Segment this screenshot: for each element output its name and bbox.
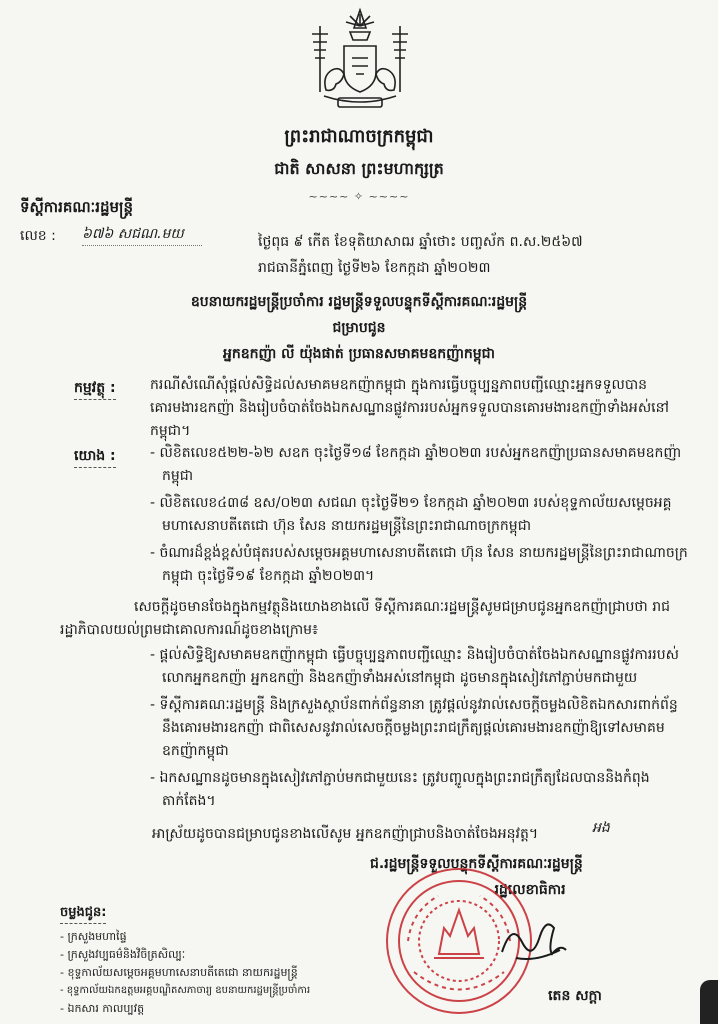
cc-item: - ក្រសួងមហាផ្ទៃ xyxy=(60,930,127,943)
royal-emblem-icon xyxy=(300,6,420,114)
cc-item: - ខុទ្ទកាល័យឯកឧត្តមអគ្គបណ្ឌិតសភាចារ្យ ឧបនាយករដ្ឋមន្ត្រីប្រចាំការ xyxy=(60,985,311,996)
document-number-label: លេខ : xyxy=(20,228,56,244)
reference-item: - លិខិតលេខ៥២២-៦២ សឧក ចុះថ្ងៃទី១៨ ខែកក្កដា ឆ្នាំ២០២៣ របស់អ្នកឧកញ៉ាប្រធានសមាគមឧកញ៉ាកម្ពុជា xyxy=(150,445,682,484)
subject-label: កម្មវត្ថុ : xyxy=(74,378,116,400)
reference-item: - ចំណារដ៏ខ្ពង់ខ្ពស់បំផុតរបស់សម្តេចអគ្គមហាសេនាបតីតេជោ ហ៊ុន សែន នាយករដ្ឋមន្ត្រីនៃព្រះរាជាណាចក្រកម្ពុជា ចុះថ្ងៃទី១៩ ខែកក្កដា ឆ្នាំ២០២៣។ xyxy=(150,545,688,584)
directive-list xyxy=(150,644,690,813)
cc-list xyxy=(60,928,380,1018)
date-lunar: ថ្ងៃពុធ ៩ កើត ខែទុតិយាសាឍ ឆ្នាំថោះ បញ្ចស័ក ព.ស.២៥៦៧ xyxy=(258,234,583,250)
office-name: ទីស្តីការគណៈរដ្ឋមន្ត្រី xyxy=(20,198,134,216)
heading-sender: ឧបនាយករដ្ឋមន្ត្រីប្រចាំការ រដ្ឋមន្ត្រីទទួលបន្ទុកទីស្តីការគណៈរដ្ឋមន្ត្រី xyxy=(190,294,528,310)
cc-item: - ខុទ្ទកាល័យសម្តេចអគ្គមហាសេនាបតីតេជោ នាយករដ្ឋមន្ត្រី xyxy=(60,966,298,979)
directive-item: - ទីស្តីការគណៈរដ្ឋមន្ត្រី និងក្រសួងស្ថាប័នពាក់ព័ន្ធនានា ត្រូវផ្តល់នូវរាល់សេចក្តីចម្លងលិខិតឯកសារពាក់ព័ន្ធនឹងគោរមងារឧកញ៉ា ជាពិសេសនូវរាល់សេចក្តីចម្លងព្រះរាជក្រឹត្យផ្តល់គោរមងារឧកញ៉ាឱ្យទៅសមាគមឧកញ៉ាកម្ពុជា xyxy=(150,697,678,759)
kingdom-title: ព្រះរាជាណាចក្រកម្ពុជា xyxy=(284,126,434,147)
date-solar: រាជធានីភ្នំពេញ ថ្ងៃទី២៦ ខែកក្កដា ឆ្នាំ២០២៣ xyxy=(258,260,491,276)
reference-list xyxy=(150,442,690,588)
handwritten-initials: អង xyxy=(592,820,610,836)
national-motto: ជាតិ សាសនា ព្រះមហាក្សត្រ xyxy=(274,159,444,178)
signatory-title: ជ.រដ្ឋមន្ត្រីទទួលបន្ទុកទីស្តីការគណៈរដ្ឋមន្ត្រី xyxy=(370,856,583,872)
cc-item: - ឯកសារ កាលប្បវត្ត xyxy=(60,1002,145,1015)
decorative-ornament: ~~~~ ✧ ~~~~ xyxy=(308,190,410,203)
heading-greeting: ជម្រាបជូន xyxy=(332,320,386,336)
body-intro: សេចក្តីដូចមានចែងក្នុងកម្មវត្ថុនិងយោងខាងលើ ទីស្តីការគណៈរដ្ឋមន្ត្រីសូមជម្រាបជូនអ្នកឧកញ៉ាជ្រាបថា រាជរដ្ឋាភិបាលយល់ព្រមជាគោលការណ៍ដូចខាងក្រោម៖ xyxy=(60,599,670,638)
reference-label: យោង : xyxy=(74,446,116,468)
cc-item: - ក្រសួងវប្បធម៌និងវិចិត្រសិល្បៈ xyxy=(60,948,186,961)
closing-line: អាស្រ័យដូចបានជម្រាបជូនខាងលើសូម អ្នកឧកញ៉ាជ្រាបនិងចាត់ចែងអនុវត្ត។ xyxy=(152,826,539,842)
directive-item: - ឯកសណ្ឋានដូចមានក្នុងសៀវភៅភ្ជាប់មកជាមួយនេះ ត្រូវបញ្ចូលក្នុងព្រះរាជក្រឹត្យដែលបាននិងកំពុងតាក់តែង។ xyxy=(150,770,650,809)
subject-text: ករណីសំណើសុំផ្តល់សិទ្ធិដល់សមាគមឧកញ៉ាកម្ពុជា ក្នុងការធ្វើបច្ចុប្បន្នភាពបញ្ជីឈ្មោះអ្នកទទួលបានគោរមងារឧកញ៉ា និងរៀបចំបាត់ចែងឯកសណ្ឋានផ្លូវការរបស់អ្នកទទួលបានគោរមងារឧកញ៉ាទាំងអស់នៅកម្ពុជា។ xyxy=(150,377,669,439)
cc-label: ចម្លងជូន: xyxy=(60,904,106,924)
signatory-name: តេន សក្តា xyxy=(548,988,602,1004)
reference-item: - លិខិតលេខ៤៣៨ ឧស/០២៣ សជណ ចុះថ្ងៃទី២១ ខែកក្កដា ឆ្នាំ២០២៣ របស់ខុទ្ទកាល័យសម្តេចអគ្គមហាសេនាបតីតេជោ ហ៊ុន សែន នាយករដ្ឋមន្ត្រីនៃព្រះរាជាណាចក្រកម្ពុជា xyxy=(150,495,672,534)
signature-scribble-icon xyxy=(496,912,576,972)
page-corner-shadow xyxy=(700,980,718,1024)
signatory-subtitle: រដ្ឋលេខាធិការ xyxy=(494,882,566,898)
directive-item: - ផ្តល់សិទ្ធិឱ្យសមាគមឧកញ៉ាកម្ពុជា ធ្វើបច្ចុប្បន្នភាពបញ្ជីឈ្មោះ និងរៀបចំបាត់ចែងឯកសណ្ឋានផ្លូវការរបស់លោកអ្នកឧកញ៉ា អ្នកឧកញ៉ា និងឧកញ៉ាទាំងអស់នៅកម្ពុជា ដូចមានក្នុងសៀវភៅភ្ជាប់មកជាមួយ xyxy=(150,647,679,686)
heading-recipient: អ្នកឧកញ៉ា លី យ៉ុងផាត់ ប្រធានសមាគមឧកញ៉ាកម្ពុជា xyxy=(222,346,496,362)
document-number-value: ៦៧៦ សជណ.មយ xyxy=(82,224,202,246)
